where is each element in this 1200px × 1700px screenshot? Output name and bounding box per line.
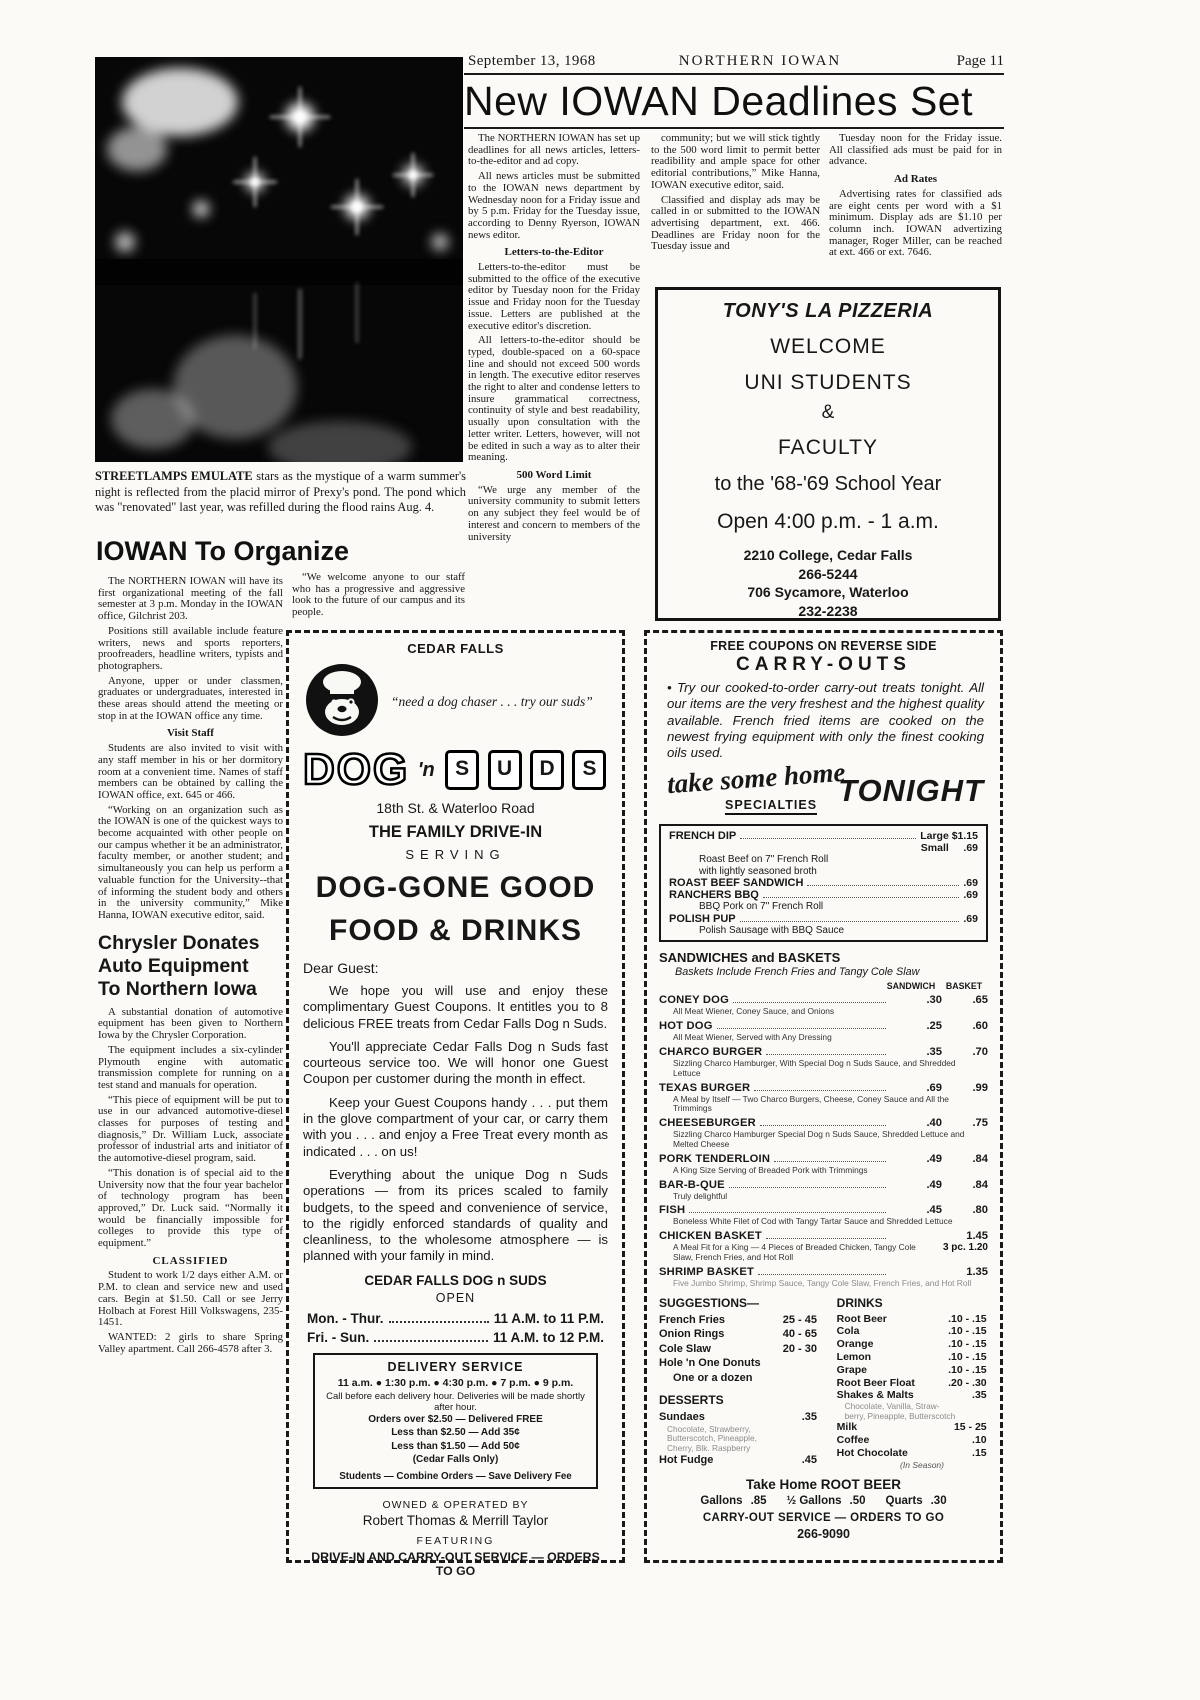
drink-price: .10 - .15 [948, 1338, 987, 1351]
carryouts-title: CARRY-OUTS [736, 654, 911, 675]
menu-item-name: HOT DOG [659, 1020, 713, 1033]
basket-price: .75 [972, 1117, 988, 1130]
tonys-ampersand: & [821, 402, 835, 423]
drinks-column [837, 1296, 988, 1470]
dogsuds-open-label: OPEN [435, 1290, 476, 1305]
sandwich-price: .35 [926, 1046, 942, 1059]
caption-text: stars as the mystique of a warm summer's night is reflected from the placid mirror of Prexy's pond. The pond which was "renovated" last year, was refilled during the flood rains Aug. 4. [95, 469, 466, 515]
dogsuds-slogan-line-2: FOOD & DRINKS [329, 914, 582, 947]
desserts-title: DESSERTS [659, 1393, 724, 1408]
specialty-price: .69 [963, 877, 978, 890]
sandwich-price: .25 [926, 1020, 942, 1033]
hours-days: Mon. - Thur. [307, 1310, 384, 1326]
photo-caption [95, 469, 466, 516]
basket-price: 1.45 [966, 1230, 988, 1243]
sandwich-column-header: SANDWICH [886, 981, 936, 992]
suggestion-price: 20 - 30 [782, 1342, 817, 1355]
drink-price: .10 - .15 [948, 1325, 987, 1338]
deadlines-column-2 [651, 133, 820, 256]
article-subhead: Letters-to-the-Editor [504, 246, 604, 259]
deadlines-column-1 [468, 133, 640, 546]
article-paragraph: The equipment includes a six-cylinder Plymouth engine with automatic transmission complete for running on a test stand and manuals for operation. [98, 1043, 283, 1091]
specialties-promo [659, 757, 988, 821]
menu-item-desc: Truly delightful [673, 1190, 728, 1201]
dotted-leader [766, 1238, 886, 1239]
dotted-leader [807, 885, 959, 886]
menu-item-name: CHARCO BURGER [659, 1046, 763, 1059]
article-paragraph: community; but we will stick tightly to the 500 word limit to permit better readibility and ample space for other editorial contributions,” Mike Hanna, IOWAN executive editor, said. [651, 132, 820, 191]
menu-item [659, 1266, 988, 1279]
logo-n-text: 'n [417, 758, 435, 781]
tonys-hours: Open 4:00 p.m. - 1 a.m. [717, 510, 939, 533]
dogsuds-hours [307, 1311, 604, 1345]
drink-name: Coffee [836, 1434, 870, 1447]
suggestions-title: SUGGESTIONS— [659, 1295, 760, 1310]
menu-item-name: BAR-B-QUE [659, 1178, 725, 1191]
dogsuds-slogan: “need a dog chaser . . . try our suds” [391, 693, 593, 709]
logo-mug-letter-s1: S [445, 750, 479, 790]
chrysler-headline-line-2: Auto Equipment [98, 954, 249, 977]
drink-name: Shakes & Malts [836, 1389, 914, 1402]
dotted-leader [729, 1187, 886, 1188]
drink-row [837, 1377, 987, 1390]
suggestion-row [659, 1313, 817, 1328]
drink-flavors: berry, Pineapple, Butterscotch [844, 1410, 956, 1421]
drink-row [837, 1351, 987, 1364]
dotted-leader [689, 1212, 886, 1213]
main-headline: New IOWAN Deadlines Set [464, 78, 973, 124]
specialty-row [669, 830, 978, 854]
chrysler-headline-line-1: Chrysler Donates [98, 931, 260, 954]
sandwich-price: .69 [926, 1081, 942, 1094]
drink-price: .10 [972, 1434, 987, 1447]
article-subhead: Visit Staff [167, 727, 214, 740]
dotted-leader [766, 1054, 886, 1055]
basket-price: .65 [972, 994, 988, 1007]
basket-price: .80 [972, 1204, 988, 1217]
dessert-flavors: Cherry, Blk. Raspberry [667, 1442, 751, 1453]
suggestion-row [659, 1356, 817, 1371]
sandwich-price: .45 [926, 1204, 942, 1217]
suggestion-name: French Fries [659, 1313, 726, 1326]
article-paragraph: We hope you will use and enjoy these complimentary Guest Coupons. It entitles you to 8 delicious FREE treats from Cedar Falls Dog n Suds. [303, 983, 608, 1031]
menu-item-name: CHICKEN BASKET [659, 1230, 762, 1243]
menu-item [659, 1082, 988, 1095]
suggestion-price: 40 - 65 [782, 1328, 817, 1341]
drink-price: 15 - 25 [953, 1421, 987, 1434]
dog-n-suds-ad [286, 630, 625, 1578]
drink-row [837, 1313, 987, 1326]
basket-column-header: BASKET [945, 981, 983, 992]
drinks-list [837, 1313, 988, 1470]
basket-price: .70 [972, 1046, 988, 1059]
streetlamps-photo [95, 57, 463, 462]
tonight-label: TONIGHT [838, 773, 984, 809]
issue-date: September 13, 1968 [468, 53, 596, 69]
specialty-row [669, 877, 978, 889]
suggestion-name: Hole 'n One Donuts [659, 1357, 761, 1370]
suggestion-price [781, 1371, 831, 1386]
drink-name: Lemon [836, 1351, 872, 1364]
menu-item-name: CHEESEBURGER [659, 1117, 756, 1130]
delivery-rule: Less than $2.50 — Add 35¢ [391, 1427, 520, 1439]
menu-item-desc: Boneless White Filet of Cod with Tangy Tartar Sauce and Shredded Lettuce [673, 1216, 953, 1227]
masthead-rule [464, 73, 1004, 75]
basket-price: 1.35 [966, 1265, 988, 1278]
menu-item-desc: Sizzling Charco Hamburger Special Dog n Suds Sauce, Shredded Lettuce and Melted Cheese [673, 1129, 965, 1150]
drink-price: .10 - .15 [948, 1312, 987, 1325]
specialty-price: .69 [963, 912, 978, 925]
menu-item-desc: Five Jumbo Shrimp, Shrimp Sauce, Tangy Cole Slaw, French Fries, and Hot Roll [673, 1277, 972, 1288]
article-paragraph: The NORTHERN IOWAN has set up deadlines for all news articles, letters-to-the-editor and ad copy. [468, 132, 640, 168]
menu-item-desc: All Meat Wiener, Served with Any Dressing [673, 1032, 832, 1043]
drink-price: .15 [972, 1447, 987, 1459]
drink-name: Milk [836, 1421, 858, 1434]
tonys-name: TONY'S LA PIZZERIA [722, 300, 934, 322]
streetlamps-photo-art [95, 57, 463, 462]
suggestions-list [659, 1313, 837, 1386]
menu-item-name: FISH [659, 1204, 686, 1217]
suggestion-row [659, 1327, 817, 1342]
menu-item [659, 1153, 988, 1166]
tonys-school-year: to the '68-'69 School Year [714, 473, 942, 495]
drink-price: .20 - .30 [948, 1376, 987, 1389]
dogsuds-featuring: FEATURING [416, 1534, 495, 1547]
dog-chef-icon-art [303, 660, 381, 738]
dogsuds-city: CEDAR FALLS [407, 641, 504, 656]
article-paragraph: Tuesday noon for the Friday issue. All classified ads must be paid for in advance. [829, 132, 1002, 168]
dogsuds-letter [303, 983, 608, 1265]
hours-row [307, 1330, 604, 1345]
dotted-leader [774, 1161, 886, 1162]
specialty-desc: with lightly seasoned broth [699, 865, 817, 877]
dogsuds-open-title: CEDAR FALLS DOG n SUDS [364, 1272, 547, 1288]
logo-mug-letter-s2: S [572, 750, 606, 790]
dogsuds-owned-by: OWNED & OPERATED BY [382, 1498, 529, 1511]
dotted-leader [754, 1090, 886, 1091]
drink-name: Orange [836, 1338, 874, 1351]
suggestions-desserts-column [659, 1296, 837, 1470]
article-paragraph: “This piece of equipment will be put to use in our advanced automotive-diesel classes for purposes of testing and diagnosis,” Dr. William Luck, associate professor of industrial arts and initiator of the automotive-diesel program, said. [98, 1093, 283, 1165]
suggestion-name: One or a dozen [673, 1371, 753, 1384]
menu-column-headers [659, 981, 988, 991]
drink-row [837, 1325, 987, 1338]
specialty-desc: Polish Sausage with BBQ Sauce [699, 924, 845, 936]
delivery-times: 11 a.m. ● 1:30 p.m. ● 4:30 p.m. ● 7 p.m. ● 9 p.m. [337, 1376, 574, 1389]
specialty-name: ROAST BEEF SANDWICH [669, 877, 804, 890]
delivery-title: DELIVERY SERVICE [387, 1359, 524, 1374]
drink-name: Cola [836, 1325, 860, 1338]
carryout-phone: 266-9090 [797, 1526, 850, 1541]
drink-price: .35 [972, 1389, 987, 1402]
drink-name: Hot Chocolate [836, 1447, 908, 1459]
chrysler-headline-line-3: To Northern Iowa [98, 977, 257, 1000]
article-paragraph: “We urge any member of the university community to submit letters on any subject they feel would be of interest and concern to members of the university [468, 483, 640, 543]
drink-row [837, 1338, 987, 1351]
dogsuds-salutation: Dear Guest: [303, 960, 379, 976]
dessert-price: .35 [801, 1411, 817, 1424]
logo-mug-letter-u: U [488, 750, 522, 790]
menu-item [659, 1179, 988, 1192]
dotted-leader [740, 921, 960, 922]
article-paragraph: Students are also invited to visit with any staff member in his or her dormitory room at a convenient time. Names of staff members can be obtained by calling the IOWAN office, ext. 645 or 466. [98, 742, 283, 801]
dogsuds-family-drivein: THE FAMILY DRIVE-IN [368, 823, 543, 841]
tonys-phone-2: 232-2238 [798, 602, 858, 619]
take-home-price: Gallons .85 [700, 1494, 767, 1507]
drink-flavors: Chocolate, Vanilla, Straw- [844, 1401, 940, 1412]
specialty-name: RANCHERS BBQ [669, 889, 759, 902]
article-paragraph: You'll appreciate Cedar Falls Dog n Suds fast courteous service too. We will honor one Guest Coupon per customer during the month in effect. [303, 1038, 608, 1087]
in-season-note: (In Season) [900, 1459, 944, 1470]
dogsuds-slogan-line-1: DOG-GONE GOOD [315, 871, 596, 904]
dog-chef-icon [303, 660, 381, 743]
dogsuds-serving: SERVING [405, 847, 506, 862]
take-home-prices [659, 1495, 988, 1507]
tonys-addresses [658, 546, 998, 620]
take-home-script: take some home [666, 757, 847, 800]
dotted-leader [733, 1002, 886, 1003]
carry-out-menu-ad [644, 630, 1003, 1563]
organize-headline: IOWAN To Organize [96, 536, 350, 566]
article-paragraph: Everything about the unique Dog n Suds operations — from its prices scaled to family budgets, to the speed and convenience of service, to the rigidly enforced standards of quality and cleanliness, to the wholesome atmosphere — is planned with your family in mind. [303, 1166, 608, 1264]
dotted-leader [763, 897, 960, 898]
dessert-flavors: Butterscotch, Pineapple, [667, 1433, 757, 1444]
delivery-service-box [313, 1353, 598, 1489]
article-subhead: Ad Rates [893, 173, 938, 186]
specialty-name: FRENCH DIP [669, 830, 737, 843]
specialty-price: Large $1.15 Small .69 [920, 830, 978, 855]
drink-price: .10 - .15 [948, 1363, 987, 1376]
dogsuds-feature-line: DRIVE-IN AND CARRY-OUT SERVICE — ORDERS TO GO [311, 1549, 600, 1578]
menu-item-desc: A King Size Serving of Breaded Pork with Trimmings [673, 1164, 868, 1175]
classified-heading: CLASSIFIED [152, 1254, 229, 1267]
organize-column-1 [98, 576, 283, 922]
drink-row [837, 1421, 987, 1434]
article-paragraph: WANTED: 2 girls to share Spring Valley apartment. Call 266-4578 after 3. [98, 1330, 283, 1355]
menu-item-desc: All Meat Wiener, Coney Sauce, and Onions [673, 1006, 835, 1017]
dogsuds-owners: Robert Thomas & Merrill Taylor [362, 1512, 549, 1528]
drink-name: Root Beer Float [836, 1376, 915, 1389]
article-paragraph: Anyone, upper or under classmen, graduates or undergraduates, interested in these areas should attend the meeting or stop in at the IOWAN office any time. [98, 674, 283, 722]
sandwich-price: .30 [926, 994, 942, 1007]
basket-price: .84 [972, 1178, 988, 1191]
article-paragraph: Advertising rates for classified ads are eight cents per word with a $1 minimum. Display ads are $1.10 per column inch. IOWAN advertizing manager, Roger Miller, can be reached at ext. 466 or ext. 7646. [829, 187, 1002, 259]
article-paragraph: Classified and display ads may be called in or submitted to the IOWAN advertising department, ext. 466. Deadlines are Friday noon for the Tuesday issue and [651, 193, 820, 253]
headline-rule [464, 127, 1004, 129]
drink-name: Grape [836, 1363, 868, 1376]
page-number: Page 11 [956, 53, 1004, 69]
article-paragraph: All news articles must be submitted to the IOWAN news department by Wednesday noon for a Friday issue and by 5 p.m. Friday for the Tuesday issue, according to Denny Ryerson, IOWAN news editor. [468, 170, 640, 241]
article-paragraph: All letters-to-the-editor should be typed, double-spaced on a 60-space line and should not exceed 500 words in length. The executive editor reserves the right to alter and condense letters to insure grammatical correctness, continuity of style and best readability, usually upon consultation with the letter writer. Letters, however, will not be edited in such a way as to alter their meaning. [468, 334, 640, 464]
specialty-row [669, 889, 978, 901]
menu-item-name: TEXAS BURGER [659, 1081, 751, 1094]
tonys-address-2: 706 Sycamore, Waterloo [747, 584, 909, 600]
dotted-leader [717, 1028, 886, 1029]
menu-item-name: CONEY DOG [659, 994, 729, 1007]
basket-price: .99 [972, 1081, 988, 1094]
dog-n-suds-logotype [303, 745, 608, 795]
dotted-leader [740, 838, 916, 839]
left-column [98, 576, 283, 1358]
deadlines-column-3 [829, 133, 1002, 262]
menu-bottom-columns [659, 1296, 988, 1470]
chrysler-headline [98, 932, 283, 1001]
dessert-price: .45 [801, 1454, 817, 1467]
specialties-label: SPECIALTIES [725, 798, 817, 815]
chrysler-article [98, 1007, 283, 1250]
article-paragraph: “Working on an organization such as the IOWAN is one of the quickest ways to become acquainted with other people on our campus whether it be an administrator, faculty member, or another student; and simultaneously you can help us perform a valuable function for the University--that of informing the student body and others in the university community,” Mike Hanna, IOWAN executive editor, said. [98, 803, 283, 921]
suggestion-price: 25 - 45 [782, 1313, 817, 1326]
delivery-rule: (Cedar Falls Only) [412, 1454, 499, 1466]
caption-lead: STREETLAMPS EMULATE [95, 469, 253, 483]
delivery-rule: Less than $1.50 — Add 50¢ [391, 1440, 520, 1452]
article-paragraph: Student to work 1/2 days either A.M. or P.M. to clean and service new and used cars. Begin at $1.50. Call or see Jerry Holbach at Forest Hill Volkswagens, 235-1451. [98, 1269, 283, 1329]
suggestion-row [659, 1342, 817, 1357]
classified-ads [98, 1270, 283, 1355]
tonys-phone-1: 266-5244 [798, 565, 858, 582]
tonys-welcome: WELCOME [770, 335, 886, 358]
drink-name: Root Beer [836, 1312, 887, 1325]
specialty-price: .69 [963, 889, 978, 902]
article-paragraph: Letters-to-the-editor must be submitted to the office of the executive editor by Tuesday noon for the Friday issue and Friday noon for the Tuesday issue. Letters are published at the executive editor's discretion. [468, 261, 640, 332]
article-subhead: 500 Word Limit [516, 468, 592, 481]
take-home-price: ½ Gallons .50 [786, 1494, 866, 1507]
menu-item-desc: A Meal by Itself — Two Charco Burgers, Cheese, Coney Sauce and All the Trimmings [673, 1093, 949, 1114]
menu-item-extra: 3 pc. 1.20 [942, 1242, 988, 1254]
take-home-title: Take Home ROOT BEER [745, 1476, 902, 1492]
article-paragraph: “We welcome anyone to our staff who has a progressive and aggressive look to the future of our campus and its people. [292, 571, 465, 619]
article-paragraph: “This donation is of special aid to the University now that the four year bachelor of technology program has been approved,” Dr. Luck said. “Normally it would be financially impossible for colleges to provide this type of equipment.” [98, 1166, 283, 1250]
tonys-address-1: 2210 College, Cedar Falls [743, 547, 913, 563]
drinks-title: DRINKS [836, 1295, 883, 1310]
basket-price: .84 [972, 1152, 988, 1165]
dotted-leader [760, 1125, 886, 1126]
dessert-name: Hot Fudge [659, 1454, 714, 1467]
specialty-desc: BBQ Pork on 7" French Roll [699, 901, 824, 913]
dessert-flavors: Chocolate, Strawberry, [667, 1423, 751, 1434]
delivery-note: Call before each delivery hour. Deliveries will be made shortly after hour. [326, 1390, 585, 1413]
suggestion-row [659, 1371, 831, 1386]
dessert-row [659, 1410, 817, 1425]
delivery-rule: Orders over $2.50 — Delivered FREE [368, 1413, 543, 1425]
drink-row [837, 1447, 987, 1460]
menu-item-desc: A Meal Fit for a King — 4 Pieces of Breaded Chicken, Tangy Cole Slaw, French Fries, and Hot Roll 3 pc. 1.20 [673, 1242, 988, 1263]
dogsuds-address: 18th St. & Waterloo Road [376, 800, 535, 816]
tonys-students: UNI STUDENTS [744, 371, 912, 394]
organize-column-2 [292, 572, 465, 622]
basket-price: .60 [972, 1020, 988, 1033]
specialties-box [659, 824, 988, 942]
sandwich-price: .40 [926, 1117, 942, 1130]
menu-item-name: PORK TENDERLOIN [659, 1152, 771, 1165]
article-paragraph: Keep your Guest Coupons handy . . . put them in the glove compartment of your car, or carry them with you . . . and enjoy a Free Treat every month as indicated . . . on us! [303, 1094, 608, 1159]
take-home-price: Quarts .30 [885, 1494, 947, 1507]
dogsuds-logo-row [303, 660, 608, 743]
dotted-leader [374, 1340, 488, 1342]
sandwiches-baskets-subtitle: Baskets Include French Fries and Tangy Cole Slaw [675, 966, 920, 979]
specialty-name: POLISH PUP [669, 912, 736, 925]
carryouts-intro: • Try our cooked-to-order carry-out treats tonight. All our items are the very freshest and the highest quality available. French fried items are cooked on the newest frying equipment with only the finest cooking oils used. [667, 680, 984, 761]
tonys-pizzeria-ad [655, 287, 1001, 621]
drink-row [837, 1364, 987, 1377]
article-paragraph: Positions still available include feature writers, news and sports reporters, proofreaders, headline writers, typists and photographers. [98, 624, 283, 672]
paper-name: NORTHERN IOWAN [678, 53, 842, 69]
sandwiches-baskets-title: SANDWICHES and BASKETS [659, 950, 841, 966]
hours-time: 11 A.M. to 11 P.M. [493, 1310, 604, 1326]
desserts-list [659, 1410, 837, 1468]
suggestion-name: Onion Rings [659, 1328, 725, 1341]
drink-row [837, 1434, 987, 1447]
dotted-leader [758, 1274, 886, 1275]
specialty-desc: Roast Beef on 7" French Roll [699, 854, 829, 866]
dessert-name: Sundaes [659, 1411, 705, 1424]
dessert-row [659, 1453, 817, 1468]
menu-item-name: SHRIMP BASKET [659, 1265, 755, 1278]
tonys-faculty: FACULTY [778, 436, 878, 459]
hours-time: 11 A.M. to 12 P.M. [492, 1329, 604, 1345]
suggestion-name: Cole Slaw [659, 1342, 711, 1355]
menu-items [659, 994, 988, 1288]
sandwich-price: .49 [926, 1152, 942, 1165]
logo-mug-letter-d: D [530, 750, 564, 790]
suggestion-price [767, 1356, 817, 1371]
article-paragraph: A substantial donation of automotive equipment has been given to Northern Iowa by the Chrysler Corporation. [98, 1005, 283, 1042]
dotted-leader [389, 1321, 489, 1323]
free-coupons-banner: FREE COUPONS ON REVERSE SIDE [710, 639, 937, 653]
hours-days: Fri. - Sun. [307, 1329, 370, 1345]
menu-item-desc: Sizzling Charco Hamburger, With Special Dog n Suds Sauce, and Shredded Lettuce [673, 1058, 956, 1078]
logo-dog-text: DOG [303, 745, 410, 794]
hours-row [307, 1311, 604, 1326]
delivery-students-note: Students — Combine Orders — Save Delivery Fee [339, 1470, 572, 1482]
drink-price: .10 - .15 [948, 1351, 987, 1364]
carryout-service-line: CARRY-OUT SERVICE — ORDERS TO GO [702, 1511, 945, 1524]
article-paragraph: The NORTHERN IOWAN will have its first organizational meeting of the fall semester at 3 p.m. Monday in the IOWAN office, Gilchrist 203. [98, 575, 283, 623]
specialty-row [669, 913, 978, 925]
sandwich-price: .49 [926, 1178, 942, 1191]
